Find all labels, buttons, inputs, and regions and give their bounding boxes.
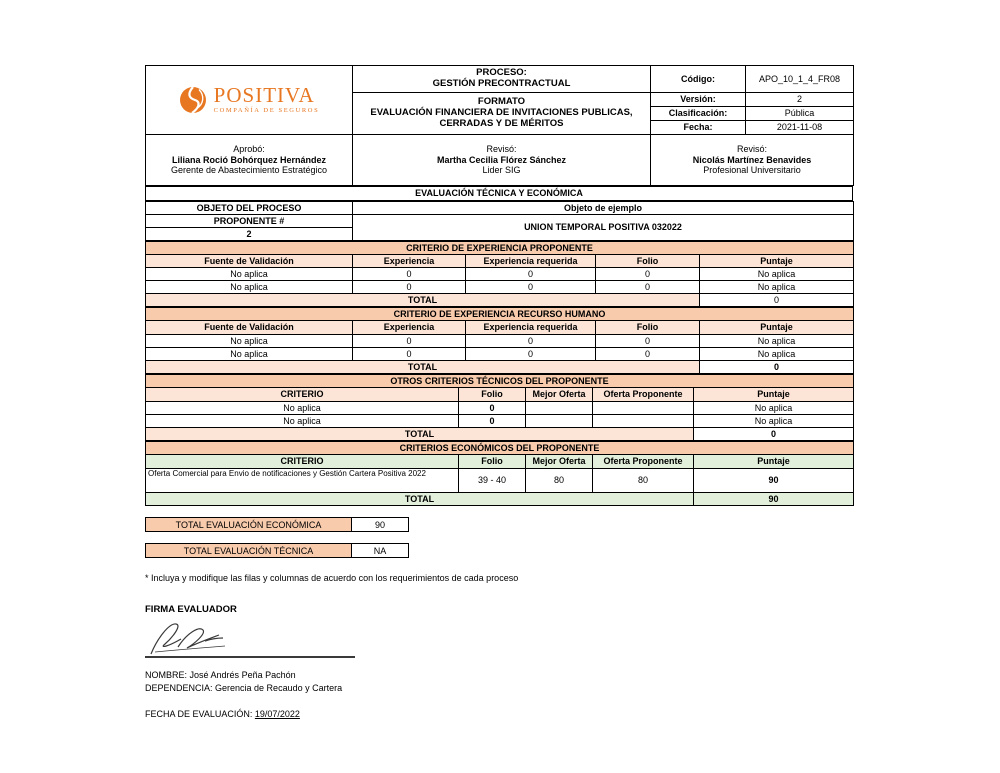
col-header-experiencia: Experiencia [353, 255, 466, 268]
col-header-folio: Folio [459, 455, 526, 469]
cell [526, 415, 593, 428]
cell: 0 [466, 281, 596, 294]
col-header-folio: Folio [459, 388, 526, 402]
clasificacion-label: Clasificación: [651, 107, 746, 121]
format-title-line2: CERRADAS Y DE MÉRITOS [439, 117, 564, 129]
section-title: CRITERIO DE EXPERIENCIA RECURSO HUMANO [146, 308, 854, 321]
col-header-experiencia-requerida: Experiencia requerida [466, 255, 596, 268]
col-header-experiencia: Experiencia [353, 321, 466, 335]
fecha-evaluacion-label: FECHA DE EVALUACIÓN: [145, 709, 253, 720]
cell: No aplica [694, 402, 854, 415]
format-title-line1: EVALUACIÓN FINANCIERA DE INVITACIONES PUBLICAS, [370, 107, 633, 119]
col-header-mejor-oferta: Mejor Oferta [526, 388, 593, 402]
total-label: TOTAL [146, 361, 700, 374]
dependencia-value: Gerencia de Recaudo y Cartera [215, 683, 343, 694]
logo-cell [146, 66, 353, 135]
col-header-fuente: Fuente de Validación [146, 321, 353, 335]
cell: No aplica [700, 281, 854, 294]
table-row [146, 202, 854, 215]
total-label: TOTAL [146, 294, 700, 307]
col-header-mejor-oferta: Mejor Oferta [526, 455, 593, 469]
table-row [146, 187, 853, 201]
col-header-criterio: CRITERIO [146, 388, 459, 402]
table-row [146, 415, 854, 428]
cell: No aplica [700, 348, 854, 361]
form-document [145, 65, 853, 719]
nombre-label: NOMBRE: [145, 670, 188, 680]
total-row [146, 493, 854, 506]
positiva-logo [148, 84, 350, 116]
format-label: FORMATO [477, 96, 526, 108]
fecha-evaluacion-line [145, 709, 853, 719]
aprobo-name: Liliana Roció Bohórquez Hernández [171, 154, 326, 165]
version-label: Versión: [651, 93, 746, 107]
total-economica-row [145, 517, 853, 532]
cell: No aplica [700, 335, 854, 348]
format-cell [353, 93, 651, 135]
cell: No aplica [146, 348, 353, 361]
cell [593, 415, 694, 428]
section-title-row [146, 375, 854, 388]
objeto-label: OBJETO DEL PROCESO [146, 202, 353, 215]
aprobo-cell [146, 135, 353, 186]
cell: 0 [466, 348, 596, 361]
proponente-name: UNION TEMPORAL POSITIVA 032022 [353, 215, 854, 241]
col-header-oferta-proponente: Oferta Proponente [593, 388, 694, 402]
signature-image [145, 617, 240, 657]
fecha-evaluacion-value: 19/07/2022 [254, 709, 300, 720]
proponente-label: PROPONENTE # [146, 215, 353, 228]
cell: 80 [593, 469, 694, 493]
reviso1-title: Lider SIG [482, 165, 521, 176]
total-row [146, 428, 854, 441]
reviso2-cell [651, 135, 854, 186]
col-header-puntaje: Puntaje [694, 455, 854, 469]
table-row [146, 281, 854, 294]
cell: 39 - 40 [459, 469, 526, 493]
section-title-row [146, 442, 854, 455]
version-value: 2 [746, 93, 854, 107]
cell: 0 [466, 268, 596, 281]
eval-band-table [145, 186, 853, 201]
fecha-label: Fecha: [651, 121, 746, 135]
section-exp-proponente [145, 241, 854, 307]
cell: 0 [353, 335, 466, 348]
cell: 80 [526, 469, 593, 493]
table-row [146, 348, 854, 361]
column-header-row [146, 388, 854, 402]
aprobo-role: Aprobó: [233, 144, 265, 155]
cell: 0 [459, 415, 526, 428]
process-value: GESTIÓN PRECONTRACTUAL [432, 78, 571, 89]
document-header-table [145, 65, 854, 186]
table-row [146, 135, 854, 186]
section-title-row [146, 242, 854, 255]
brand-text: POSITIVA [213, 83, 315, 108]
section-economicos [145, 441, 854, 506]
total-value: 0 [694, 428, 854, 441]
instruction-note: * Incluya y modifique las filas y columnas de acuerdo con los requerimientos de cada proceso [145, 573, 519, 583]
cell: 0 [353, 348, 466, 361]
total-label: TOTAL [146, 493, 694, 506]
total-economica-value: 90 [352, 517, 409, 532]
table-row [146, 335, 854, 348]
col-header-criterio: CRITERIO [146, 455, 459, 469]
firma-evaluador-label: FIRMA EVALUADOR [145, 604, 237, 615]
nombre-value: José Andrés Peña Pachón [189, 670, 296, 680]
reviso2-name: Nicolás Martínez Benavides [692, 154, 812, 165]
objeto-table [145, 201, 854, 241]
objeto-value: Objeto de ejemplo [353, 202, 854, 215]
col-header-puntaje: Puntaje [700, 255, 854, 268]
section-otros-criterios [145, 374, 854, 441]
cell: No aplica [146, 281, 353, 294]
cell: No aplica [146, 402, 459, 415]
table-row [146, 66, 854, 93]
cell: 0 [596, 335, 700, 348]
positiva-swirl-icon [179, 84, 209, 116]
reviso1-cell [353, 135, 651, 186]
section-title: CRITERIO DE EXPERIENCIA PROPONENTE [146, 242, 854, 255]
total-value: 90 [694, 493, 854, 506]
section-exp-recurso [145, 307, 854, 374]
cell [526, 402, 593, 415]
col-header-folio: Folio [596, 255, 700, 268]
col-header-folio: Folio [596, 321, 700, 335]
cell: No aplica [700, 268, 854, 281]
signature-block [145, 617, 355, 658]
criterio-cell: Oferta Comercial para Envio de notificaciones y Gestión Cartera Positiva 2022 [146, 469, 459, 493]
total-tecnica-value: NA [352, 543, 409, 558]
cell: 0 [353, 268, 466, 281]
section-title-row [146, 308, 854, 321]
process-cell [353, 66, 651, 93]
table-row [146, 402, 854, 415]
codigo-value: APO_10_1_4_FR08 [746, 66, 854, 93]
process-label: PROCESO: [476, 67, 527, 79]
cell: No aplica [146, 335, 353, 348]
fecha-value: 2021-11-08 [746, 121, 854, 135]
table-row [146, 469, 854, 493]
cell: No aplica [146, 415, 459, 428]
cell: 90 [694, 469, 854, 493]
reviso1-name: Martha Cecilia Flórez Sánchez [436, 154, 567, 165]
cell: 0 [596, 348, 700, 361]
cell: 0 [459, 402, 526, 415]
total-value: 0 [700, 361, 854, 374]
total-label: TOTAL [146, 428, 694, 441]
table-row [146, 215, 854, 228]
total-row [146, 294, 854, 307]
total-tecnica-row [145, 543, 853, 558]
reviso2-role: Revisó: [736, 144, 767, 155]
section-title: OTROS CRITERIOS TÉCNICOS DEL PROPONENTE [146, 375, 854, 388]
column-header-row [146, 255, 854, 268]
cell: 0 [596, 281, 700, 294]
total-row [146, 361, 854, 374]
eval-band-title: EVALUACIÓN TÉCNICA Y ECONÓMICA [146, 187, 853, 201]
table-row [146, 268, 854, 281]
col-header-puntaje: Puntaje [694, 388, 854, 402]
cell: 0 [466, 335, 596, 348]
evaluator-identity [145, 669, 853, 695]
col-header-puntaje: Puntaje [700, 321, 854, 335]
cell: No aplica [146, 268, 353, 281]
clasificacion-value: Pública [746, 107, 854, 121]
col-header-experiencia-requerida: Experiencia requerida [466, 321, 596, 335]
proponente-number: 2 [146, 228, 353, 241]
aprobo-title: Gerente de Abastecimiento Estratégico [170, 165, 328, 176]
col-header-fuente: Fuente de Validación [146, 255, 353, 268]
codigo-label: Código: [651, 66, 746, 93]
cell [593, 402, 694, 415]
reviso1-role: Revisó: [486, 144, 517, 155]
nombre-line [145, 669, 853, 682]
column-header-row [146, 321, 854, 335]
cell: 0 [596, 268, 700, 281]
brand-tagline: COMPAÑÍA DE SEGUROS [213, 107, 320, 115]
col-header-oferta-proponente: Oferta Proponente [593, 455, 694, 469]
total-tecnica-label: TOTAL EVALUACIÓN TÉCNICA [145, 543, 352, 558]
cell: No aplica [694, 415, 854, 428]
total-value: 0 [700, 294, 854, 307]
reviso2-title: Profesional Universitario [703, 165, 801, 176]
column-header-row [146, 455, 854, 469]
dependencia-label: DEPENDENCIA: [145, 683, 213, 694]
section-title: CRITERIOS ECONÓMICOS DEL PROPONENTE [146, 442, 854, 455]
total-economica-label: TOTAL EVALUACIÓN ECONÓMICA [145, 517, 352, 532]
dependencia-line [145, 682, 853, 695]
cell: 0 [353, 281, 466, 294]
